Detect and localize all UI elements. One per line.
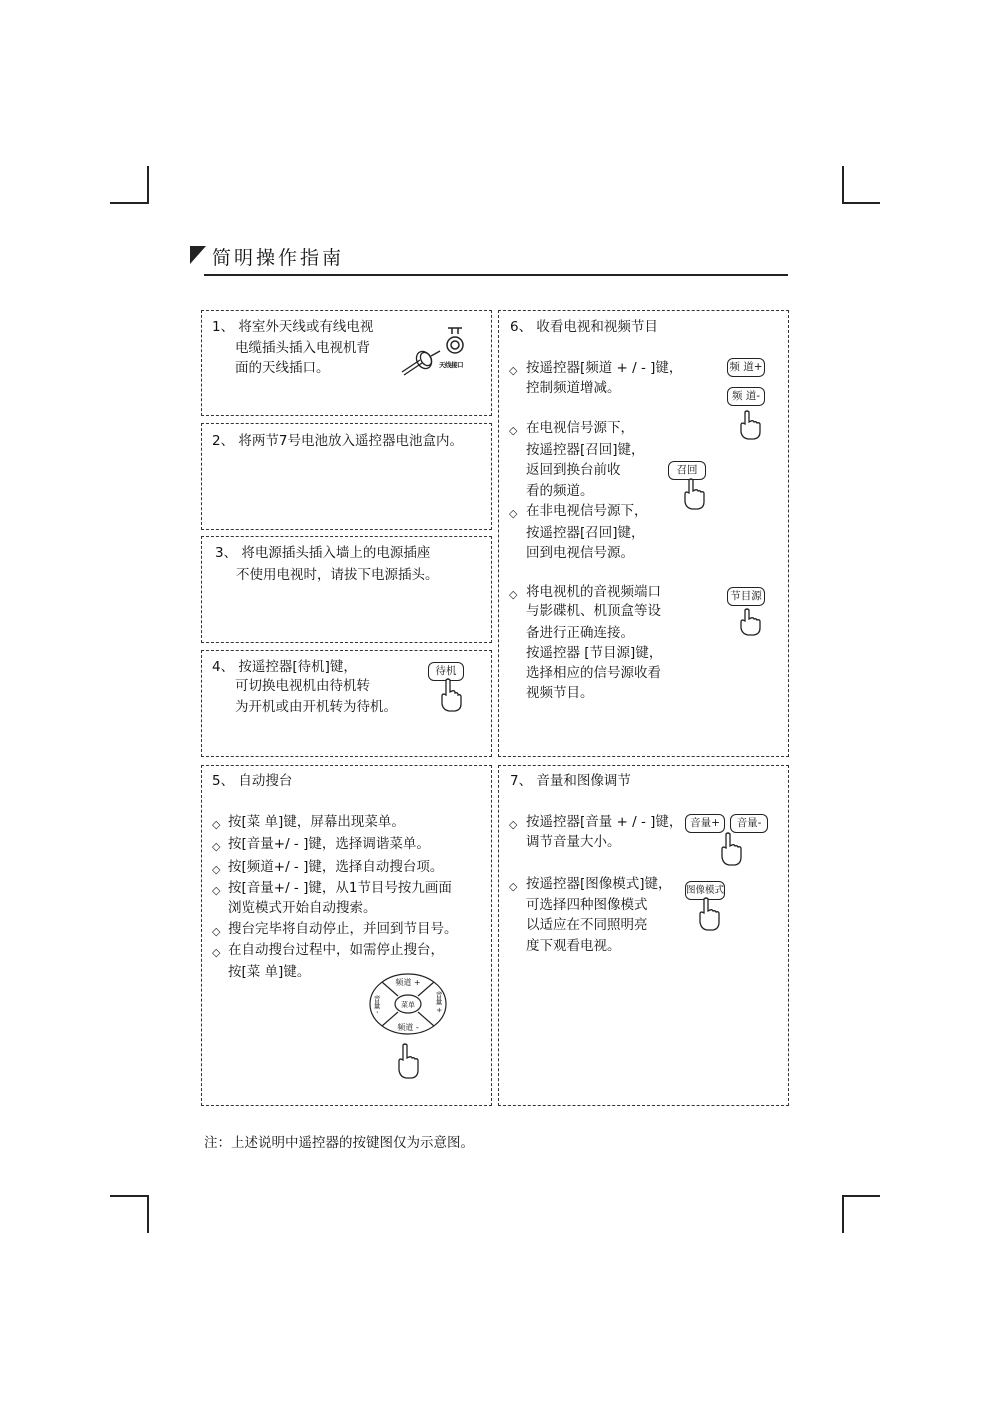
step4-line-1: 4、 按遥控器[待机]键， <box>212 659 357 675</box>
antenna-jack-label: 天线接口 <box>439 361 463 369</box>
standby-key: 待机 <box>428 662 464 681</box>
step6-item-3: 在电视信号源下， <box>526 420 634 436</box>
step6-item-11: 与影碟机、机顶盒等设 <box>526 603 661 619</box>
step6-item-2: 控制频道增减。 <box>526 380 621 396</box>
direction-pad-icon <box>368 972 448 1036</box>
crop-mark-tl-v <box>147 166 149 204</box>
step6-item-5: 返回到换台前收 <box>526 462 621 478</box>
crop-mark-bl-h <box>110 1195 148 1197</box>
hand-pointer-icon <box>698 897 720 931</box>
crop-mark-br-h <box>842 1195 880 1197</box>
step6-item-1: 按遥控器[频道 + / - ]键， <box>526 360 683 376</box>
hand-pointer-icon <box>720 832 742 866</box>
channel-up-key: 频 道+ <box>727 358 765 377</box>
hand-pointer-icon <box>739 410 761 440</box>
pad-left-label: 音量 - <box>373 994 381 1014</box>
step5-item-7: 在自动搜台过程中，如需停止搜台， <box>228 942 444 958</box>
hand-pointer-icon <box>440 678 462 712</box>
bullet-icon: ◇ <box>212 818 221 831</box>
step1-line-1: 1、 将室外天线或有线电视 <box>212 319 374 335</box>
bullet-icon: ◇ <box>509 364 518 377</box>
bullet-icon: ◇ <box>212 946 221 959</box>
picture-mode-key: 图像模式 <box>685 881 725 900</box>
step5-item-5: 浏览模式开始自动搜索。 <box>228 900 377 916</box>
header-rule <box>204 274 788 276</box>
footnote: 注：上述说明中遥控器的按键图仅为示意图。 <box>204 1135 474 1151</box>
bullet-icon: ◇ <box>212 925 221 938</box>
step6-item-9: 回到电视信号源。 <box>526 545 634 561</box>
step3-line-1: 3、 将电源插头插入墙上的电源插座 <box>215 545 431 561</box>
step4-line-2: 可切换电视机由待机转 <box>235 678 370 694</box>
step6-item-10: 将电视机的音视频端口 <box>526 584 661 600</box>
bullet-icon: ◇ <box>509 507 518 520</box>
step3-line-2: 不使用电视时，请拔下电源插头。 <box>236 567 439 583</box>
step7-item-2: 调节音量大小。 <box>526 834 621 850</box>
step7-item-3: 按遥控器[图像模式]键， <box>526 876 672 892</box>
step2-line-1: 2、 将两节7号电池放入遥控器电池盒内。 <box>212 433 463 449</box>
source-key: 节目源 <box>727 587 765 606</box>
header-triangle-icon <box>190 246 206 264</box>
bullet-icon: ◇ <box>212 884 221 897</box>
pad-center-label: 菜单 <box>401 1001 415 1009</box>
step1-line-3: 面的天线插口。 <box>235 360 330 376</box>
bullet-icon: ◇ <box>509 818 518 831</box>
step5-item-3: 按[频道+/ - ]键，选择自动搜台项。 <box>228 859 444 875</box>
volume-up-key: 音量+ <box>685 814 725 833</box>
hand-pointer-icon <box>397 1043 421 1079</box>
step5-title: 5、 自动搜台 <box>212 773 293 789</box>
step5-item-1: 按[菜 单]键，屏幕出现菜单。 <box>228 814 405 830</box>
step6-item-8: 按遥控器[召回]键， <box>526 525 645 541</box>
step5-item-8: 按[菜 单]键。 <box>228 964 311 980</box>
crop-mark-tr-h <box>842 202 880 204</box>
step5-item-4: 按[音量+/ - ]键，从1节目号按九画面 <box>228 880 452 896</box>
step6-item-4: 按遥控器[召回]键， <box>526 442 645 458</box>
step6-item-6: 看的频道。 <box>526 483 594 499</box>
step7-item-4: 可选择四种图像模式 <box>526 897 648 913</box>
crop-mark-bl-v <box>147 1195 149 1233</box>
step1-line-2: 电缆插头插入电视机背 <box>235 340 370 356</box>
channel-down-key: 频 道- <box>727 387 765 406</box>
pad-right-label: 音量 + <box>435 990 443 1014</box>
crop-mark-tr-v <box>842 166 844 204</box>
bullet-icon: ◇ <box>212 863 221 876</box>
step7-title: 7、 音量和图像调节 <box>510 773 631 789</box>
hand-pointer-icon <box>739 608 761 636</box>
hand-pointer-icon <box>683 478 705 510</box>
step5-item-6: 搜台完毕将自动停止，并回到节目号。 <box>228 921 458 937</box>
bullet-icon: ◇ <box>509 880 518 893</box>
step6-item-14: 选择相应的信号源收看 <box>526 665 661 681</box>
bullet-icon: ◇ <box>212 840 221 853</box>
step6-title: 6、 收看电视和视频节目 <box>510 319 658 335</box>
step7-item-5: 以适应在不同照明亮 <box>526 917 648 933</box>
pad-up-label: 频道 + <box>395 978 421 987</box>
step7-item-6: 度下观看电视。 <box>526 938 621 954</box>
crop-mark-tl-h <box>110 202 148 204</box>
recall-key: 召回 <box>668 461 706 480</box>
step5-item-2: 按[音量+/ - ]键，选择调谐菜单。 <box>228 836 430 852</box>
bullet-icon: ◇ <box>509 588 518 601</box>
step6-item-13: 按遥控器 [节目源]键， <box>526 645 663 661</box>
antenna-plug-icon <box>400 346 444 376</box>
step6-item-15: 视频节目。 <box>526 685 594 701</box>
page-title: 简明操作指南 <box>212 247 345 269</box>
step7-item-1: 按遥控器[音量 + / - ]键， <box>526 814 683 830</box>
step4-line-3: 为开机或由开机转为待机。 <box>235 699 397 715</box>
crop-mark-br-v <box>842 1195 844 1233</box>
pad-down-label: 频道 - <box>397 1023 419 1032</box>
step6-item-12: 备进行正确连接。 <box>526 625 634 641</box>
step6-item-7: 在非电视信号源下， <box>526 503 648 519</box>
bullet-icon: ◇ <box>509 424 518 437</box>
volume-down-key: 音量- <box>730 814 768 833</box>
